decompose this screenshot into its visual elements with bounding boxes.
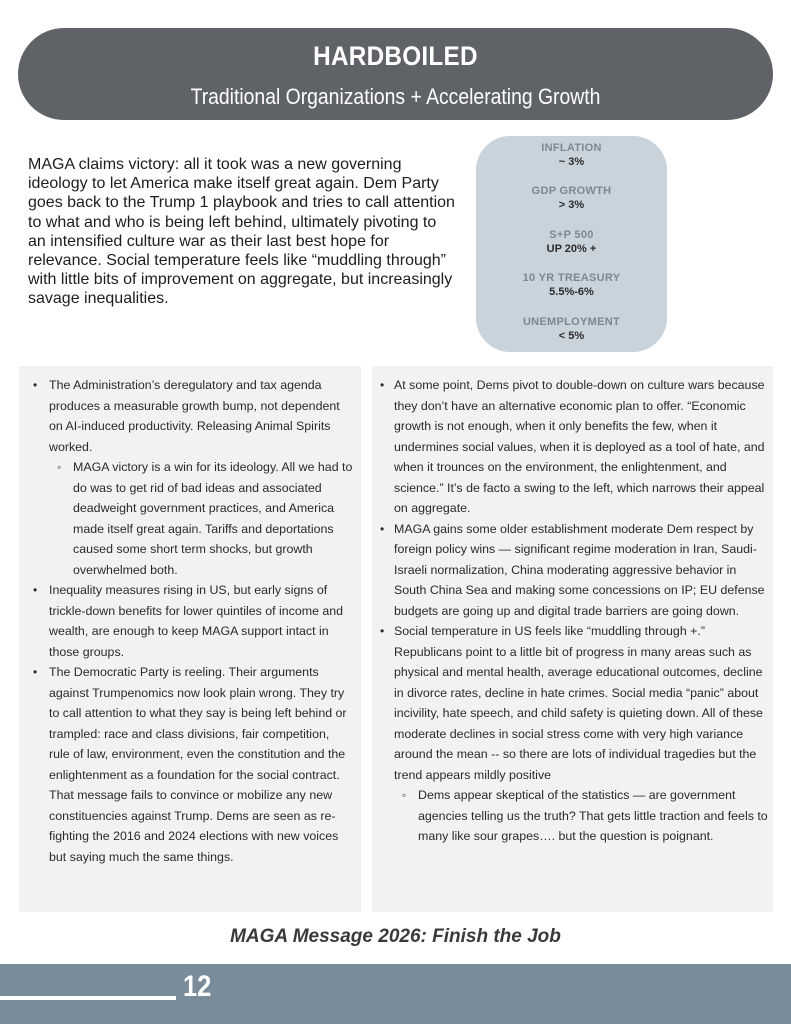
- list-item: • MAGA gains some older establishment moderate Dem respect by foreign policy wins — significant regime moderation in Iran, Saudi-Israeli normalization, China moderating aggressive behavior in South China Sea and making some concessions on IP; EU defense budgets are going up and digital trade barriers are going down.: [372, 519, 769, 622]
- footer-message: MAGA Message 2026: Finish the Job: [230, 926, 561, 947]
- stat-value: 5.5%-6%: [549, 286, 594, 298]
- stat-value: > 3%: [558, 199, 585, 211]
- list-item: • At some point, Dems pivot to double-down on culture wars because they don’t have an alternative economic plan to offer. “Economic growth is not enough, when it only benefits the few, when it undermines social values, when it is deployed as a tool of hate, and when it trounces on the environment, the enlightenment, and science.” It’s de facto a swing to the left, which narrows their appeal on aggregate.: [372, 375, 769, 519]
- right-column: [372, 366, 773, 912]
- title-banner: [18, 28, 773, 120]
- stat-value: < 5%: [558, 330, 585, 342]
- sub-list-item: ◦ MAGA victory is a win for its ideology. All we had to do was to get rid of bad ideas and associated deadweight government practices, and America made itself great again. Tariffs and deportations caused some short term shocks, but growth overwhelmed both.: [19, 457, 353, 580]
- stat-label: INFLATION: [541, 142, 602, 154]
- stat-value: ~ 3%: [558, 156, 585, 168]
- stat-value: UP 20% +: [546, 243, 597, 255]
- right-bullet-list: [372, 375, 769, 847]
- list-item: • Social temperature in US feels like “muddling through +.” Republicans point to a little bit of progress in many areas such as physical and mental health, average educational outcomes, decline in divorce rates, decline in hate crimes. Social media “panic” about incivility, hate speech, and child safety is quieting down. All of these moderate declines in social stress come with very high variance around the mean -- so there are lots of individual tragedies but the trend appears mildly positive: [372, 621, 769, 785]
- list-item: • The Democratic Party is reeling. Their arguments against Trumpenomics now look plain wrong. They try to call attention to what they say is being left behind or trampled: race and class divisions, fair competition, rule of law, environment, even the constitution and the enlightenment as a foundation for the social contract. That message fails to convince or mobilize any new constituencies against Trump. Dems are seen as re-fighting the 2016 and 2024 elections with new voices but saying much the same things.: [19, 662, 353, 867]
- list-item: • Inequality measures rising in US, but early signs of trickle-down benefits for lower quintiles of income and wealth, are enough to keep MAGA support intact in those groups.: [19, 580, 353, 662]
- economic-indicators-panel: [476, 136, 667, 352]
- stat-inflation: [476, 142, 667, 168]
- footer-rule: [0, 996, 176, 1000]
- stat-label: 10 YR TREASURY: [522, 272, 621, 284]
- stat-10yr-treasury: [476, 272, 667, 298]
- stat-sp500: [476, 229, 667, 255]
- stat-label: S+P 500: [549, 229, 594, 241]
- stat-unemployment: [476, 316, 667, 342]
- page-title: HARDBOILED: [313, 41, 478, 71]
- left-bullet-list: [19, 375, 353, 867]
- page-number: 12: [183, 970, 212, 1003]
- stat-label: GDP GROWTH: [531, 185, 612, 197]
- left-column: [19, 366, 361, 912]
- intro-paragraph: MAGA claims victory: all it took was a new governing ideology to let America make itself great again. Dem Party goes back to the Trump 1 playbook and tries to call attention to what and who is being left behind, ultimately pivoting to an intensified culture war as their last best hope for relevance. Social temperature feels like “muddling through” with little bits of improvement on aggregate, but increasingly savage inequalities.: [28, 156, 455, 308]
- list-item: • The Administration’s deregulatory and tax agenda produces a measurable growth bump, not dependent on AI-induced productivity. Releasing Animal Spirits worked.: [19, 375, 353, 457]
- page-subtitle: Traditional Organizations + Accelerating Growth: [190, 84, 601, 109]
- stat-label: UNEMPLOYMENT: [522, 316, 621, 328]
- footer-bar: [0, 964, 791, 1024]
- sub-list-item: ◦ Dems appear skeptical of the statistics — are government agencies telling us the truth? That gets little traction and feels to many like sour grapes…. but the question is poignant.: [372, 785, 769, 847]
- stat-gdp-growth: [476, 185, 667, 211]
